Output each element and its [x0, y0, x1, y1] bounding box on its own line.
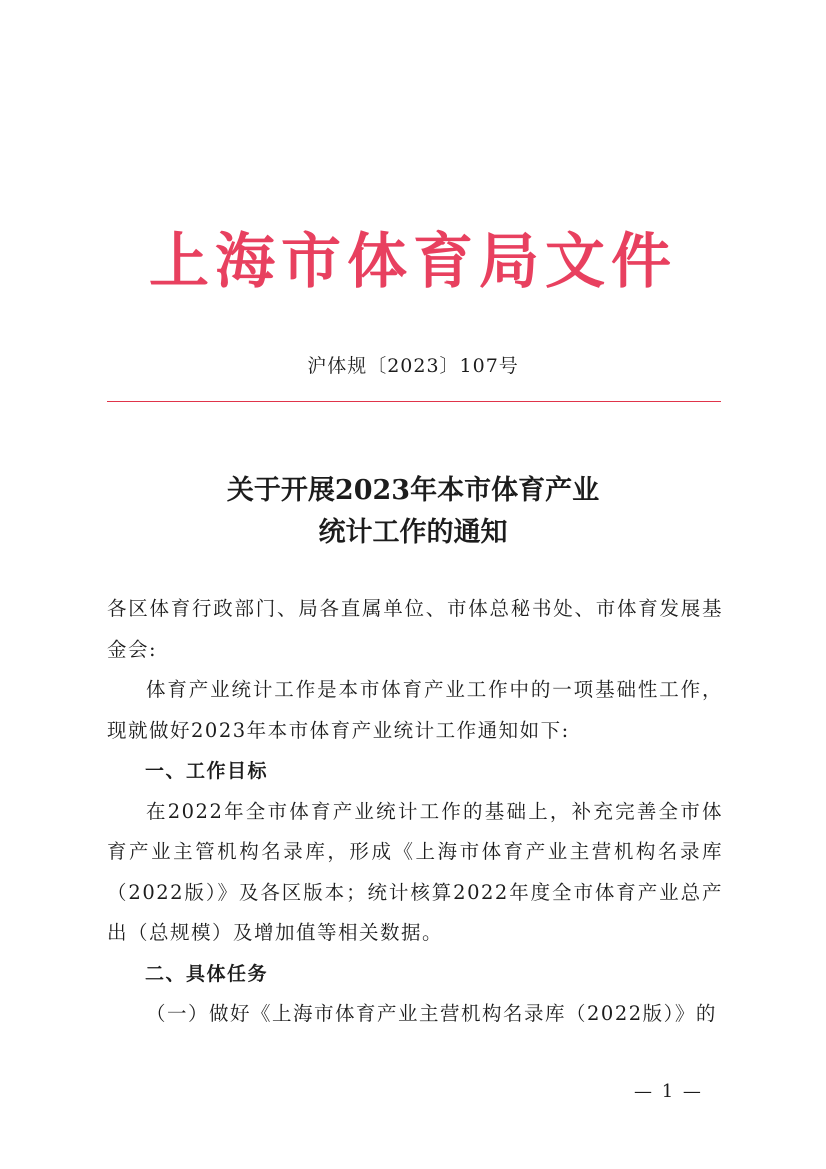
addressees: 各区体育行政部门、局各直属单位、市体总秘书处、市体育发展基金会:: [107, 597, 723, 661]
section-1-heading: 一、工作目标: [145, 760, 269, 782]
section-1-paragraph: 在2022年全市体育产业统计工作的基础上，补充完善全市体育产业主管机构名录库，形成《上海市体育产业主营机构名录库（2022版）》及各区版本；统计核算2022年度全市体育产业总产出（总规模）及增加值等相关数据。: [107, 799, 723, 944]
document-title: [0, 470, 826, 554]
title-line-1: 关于开展2023年本市体育产业: [226, 475, 600, 506]
issuing-authority-header: 上海市体育局文件: [149, 227, 677, 297]
document-body: [107, 589, 723, 1035]
section-2-item-1: （一）做好《上海市体育产业主营机构名录库（2022版）》的: [146, 1002, 717, 1025]
intro-paragraph: 体育产业统计工作是本市体育产业工作中的一项基础性工作，现就做好2023年本市体育产业统计工作通知如下:: [107, 678, 723, 742]
section-2-heading: 二、具体任务: [145, 962, 269, 985]
title-line-2: 统计工作的通知: [318, 517, 508, 548]
red-separator-line: [107, 401, 721, 402]
page-number: — 1 —: [634, 1081, 703, 1102]
document-number: 沪体规〔2023〕107号: [307, 355, 519, 377]
